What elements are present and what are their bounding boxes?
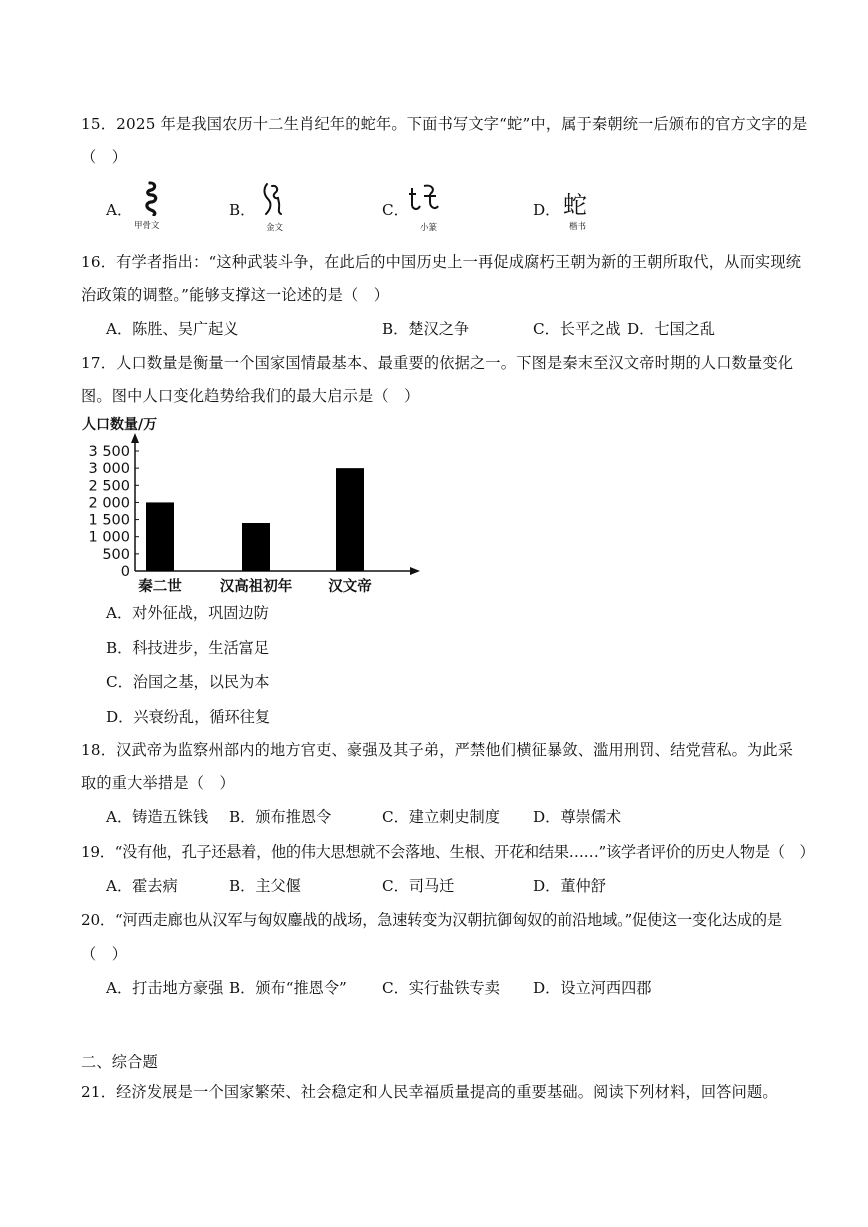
q19-option-b: B．主父偃 bbox=[229, 877, 301, 895]
chart-y-tick-label: 1 000 bbox=[88, 529, 130, 546]
q21-stem: 21．经济发展是一个国家繁荣、社会稳定和人民幸福质量提高的重要基础。阅读下列材料，回答问题。 bbox=[81, 1083, 778, 1101]
chart-x-axis-arrow bbox=[410, 567, 420, 575]
q20-option-b: B．颁布“推恩令” bbox=[229, 979, 347, 997]
chart-y-tick-label: 3 000 bbox=[88, 461, 130, 478]
q20-stem-line2: （ ） bbox=[81, 945, 128, 963]
q17-stem-line2: 图。图中人口变化趋势给我们的最大启示是（ ） bbox=[81, 387, 420, 405]
q15-option-a-caption: 甲骨文 bbox=[134, 221, 160, 231]
q18-option-c: C．建立刺史制度 bbox=[382, 808, 500, 826]
q16-stem-line1: 16．有学者指出：“这种武装斗争，在此后的中国历史上一再促成腐朽王朝为新的王朝所取代，从而实现统 bbox=[81, 253, 802, 271]
q15-option-b-letter: B． bbox=[229, 201, 256, 219]
chart-category-label: 汉文帝 bbox=[328, 579, 372, 595]
q18-option-a: A．铸造五铢钱 bbox=[106, 808, 209, 826]
q15-option-b-caption: 金文 bbox=[266, 223, 284, 233]
q18-option-d: D．尊崇儒术 bbox=[533, 808, 622, 826]
population-bar-chart bbox=[80, 413, 425, 602]
small-seal-snake-glyph bbox=[408, 182, 440, 220]
q15-option-a-letter: A． bbox=[106, 201, 133, 219]
q17-option-c: C．治国之基，以民为本 bbox=[106, 673, 270, 691]
chart-bar bbox=[336, 468, 364, 571]
chart-y-tick-label: 0 bbox=[120, 564, 130, 580]
chart-y-tick-label: 1 500 bbox=[88, 512, 130, 529]
q20-option-d: D．设立河西四郡 bbox=[533, 979, 652, 997]
q19-option-c: C．司马迁 bbox=[382, 877, 455, 895]
regular-script-snake-glyph: 蛇 bbox=[563, 191, 587, 219]
chart-bar bbox=[242, 523, 270, 571]
chart-category-label: 汉高祖初年 bbox=[219, 579, 293, 595]
q20-option-a: A．打击地方豪强 bbox=[106, 979, 224, 997]
chart-y-axis-label: 人口数量/万 bbox=[82, 417, 158, 433]
q16-option-b: B．楚汉之争 bbox=[382, 320, 470, 338]
chart-y-tick-label: 500 bbox=[102, 546, 130, 563]
q19-stem-line1: 19．“没有他，孔子还悬着，他的伟大思想就不会落地、生根、开花和结果……”该学者评价的历史人物是（ ） bbox=[81, 843, 815, 861]
q16-option-d: D．七国之乱 bbox=[627, 320, 716, 338]
chart-category-label: 秦二世 bbox=[138, 579, 182, 595]
q16-option-a: A．陈胜、吴广起义 bbox=[106, 320, 239, 338]
q20-stem-line1: 20．“河西走廊也从汉军与匈奴鏖战的战场，急速转变为汉朝抗御匈奴的前沿地域。”促使这一变化达成的是 bbox=[81, 911, 782, 929]
q15-option-d-caption: 楷书 bbox=[569, 222, 587, 232]
q16-option-c: C．长平之战 bbox=[533, 320, 621, 338]
bronze-inscription-snake-glyph bbox=[259, 181, 285, 221]
q17-stem-line1: 17．人口数量是衡量一个国家国情最基本、最重要的依据之一。下图是秦末至汉文帝时期的人口数量变化 bbox=[81, 354, 794, 372]
population-chart-svg bbox=[80, 413, 425, 598]
q15-option-d-letter: D． bbox=[533, 201, 561, 219]
q19-option-a: A．霍去病 bbox=[106, 877, 178, 895]
q19-option-d: D．董仲舒 bbox=[533, 877, 606, 895]
q17-option-b: B．科技进步，生活富足 bbox=[106, 639, 270, 657]
q17-option-d: D．兴衰纷乱，循环往复 bbox=[106, 708, 271, 726]
q15-stem-line1: 15．2025 年是我国农历十二生肖纪年的蛇年。下面书写文字“蛇”中，属于秦朝统一后颁布的官方文字的是 bbox=[81, 115, 808, 133]
q15-option-c-letter: C． bbox=[382, 201, 409, 219]
q20-option-c: C．实行盐铁专卖 bbox=[382, 979, 500, 997]
q17-option-a: A．对外征战，巩固边防 bbox=[106, 604, 269, 622]
chart-y-tick-label: 3 500 bbox=[88, 444, 130, 460]
section2-heading: 二、综合题 bbox=[81, 1053, 158, 1071]
q16-stem-line2: 治政策的调整。”能够支撑这一论述的是（ ） bbox=[81, 286, 390, 304]
chart-y-tick-label: 2 000 bbox=[88, 495, 130, 512]
q18-stem-line1: 18．汉武帝为监察州部内的地方官吏、豪强及其子弟，严禁他们横征暴敛、滥用刑罚、结党营私。为此采 bbox=[81, 741, 794, 759]
q18-stem-line2: 取的重大举措是（ ） bbox=[81, 774, 235, 792]
chart-y-tick-label: 2 500 bbox=[88, 478, 130, 495]
oracle-bone-snake-glyph bbox=[136, 180, 166, 220]
q15-stem-line2: （ ） bbox=[81, 148, 128, 166]
chart-bar bbox=[146, 502, 174, 571]
q15-option-c-caption: 小篆 bbox=[420, 223, 438, 233]
q18-option-b: B．颁布推恩令 bbox=[229, 808, 332, 826]
chart-y-axis-arrow bbox=[131, 433, 139, 443]
